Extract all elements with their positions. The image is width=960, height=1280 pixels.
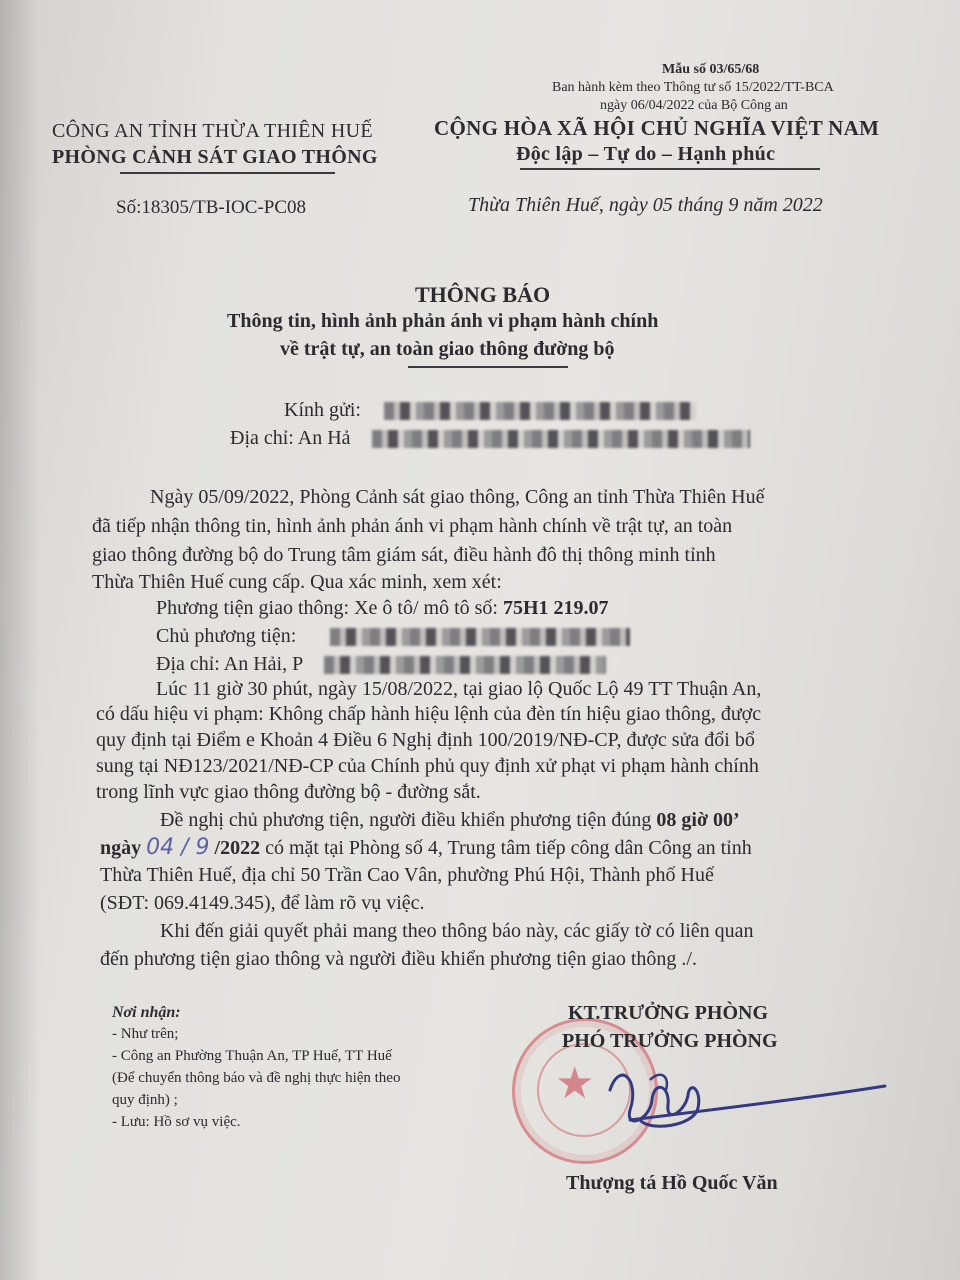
redacted-recipient-address: [372, 430, 750, 448]
p3-line1-text: Đề nghị chủ phương tiện, người điều khiển phương tiện đúng: [160, 809, 657, 831]
p2-line2: có dấu hiệu vi phạm: Không chấp hành hiệu lệnh của đèn tín hiệu giao thông, được: [96, 703, 762, 725]
motto: Độc lập – Tự do – Hạnh phúc: [516, 143, 776, 165]
recipient-item-1: - Như trên;: [112, 1026, 179, 1042]
recipient-address-label: Địa chỉ: An Hả: [230, 427, 351, 449]
handwritten-date: 04 / 9: [146, 835, 210, 860]
p1-line1: Ngày 05/09/2022, Phòng Cảnh sát giao thông, Công an tỉnh Thừa Thiên Huế: [150, 486, 765, 508]
agency-unit: PHÒNG CẢNH SÁT GIAO THÔNG: [52, 146, 378, 168]
p2-line3: quy định tại Điểm e Khoản 4 Điều 6 Nghị định 100/2019/NĐ-CP, được sửa đổi bổ: [96, 729, 755, 751]
signature-title-2: PHÓ TRƯỞNG PHÒNG: [562, 1030, 778, 1052]
handwritten-signature: [590, 1050, 890, 1160]
recipient-item-3: (Để chuyển thông báo và đề nghị thực hiện theo: [112, 1070, 401, 1086]
p3-line1: [160, 806, 740, 835]
signer-name: Thượng tá Hồ Quốc Văn: [566, 1172, 778, 1194]
form-issue-line2: ngày 06/04/2022 của Bộ Công an: [600, 98, 788, 113]
redacted-recipient-name: [384, 402, 696, 420]
vehicle-plate: 75H1 219.07: [502, 597, 609, 619]
agency-underline: [120, 172, 335, 174]
recipient-item-2: - Công an Phường Thuận An, TP Huế, TT Huế: [112, 1048, 392, 1064]
seal-star-icon: ★: [555, 1059, 595, 1108]
vehicle-line: [156, 594, 609, 623]
signature-title-1: KT.TRƯỞNG PHÒNG: [568, 1002, 768, 1024]
recipient-item-4: quy định) ;: [112, 1092, 178, 1108]
page-edge-shadow: [0, 0, 40, 1280]
p1-line4: Thừa Thiên Huế cung cấp. Qua xác minh, xem xét:: [92, 571, 502, 593]
agency-parent: CÔNG AN TỈNH THỪA THIÊN HUẾ: [52, 120, 373, 142]
doc-subtitle-2: về trật tự, an toàn giao thông đường bộ: [280, 338, 615, 360]
appointment-year: /2022: [209, 837, 261, 859]
title-underline: [408, 366, 568, 368]
vehicle-label: Phương tiện giao thông: Xe ô tô/ mô tô số:: [156, 597, 503, 619]
p1-line3: giao thông đường bộ do Trung tâm giám sát, điều hành đô thị thông minh tỉnh: [92, 544, 716, 566]
p3-line3: Thừa Thiên Huế, địa chỉ 50 Trần Cao Vân, phường Phú Hội, Thành phố Huế: [100, 864, 714, 886]
recipient-item-5: - Lưu: Hồ sơ vụ việc.: [112, 1114, 241, 1130]
p3-line2-text: có mặt tại Phòng số 4, Trung tâm tiếp công dân Công an tỉnh: [260, 837, 752, 859]
p3-line2: [100, 833, 752, 863]
doc-subtitle-1: Thông tin, hình ảnh phản ánh vi phạm hành chính: [227, 310, 659, 332]
owner-label: Chủ phương tiện:: [156, 625, 297, 647]
appointment-time: 08 giờ 00’: [656, 809, 740, 831]
recipients-label: Nơi nhận:: [112, 1004, 181, 1021]
motto-underline: [520, 168, 820, 170]
doc-title: THÔNG BÁO: [415, 282, 551, 307]
p2-line5: trong lĩnh vực giao thông đường bộ - đường sắt.: [96, 781, 481, 803]
p4-line2: đến phương tiện giao thông và người điều khiển phương tiện giao thông ./.: [100, 948, 697, 970]
document-number: Số:18305/TB-IOC-PC08: [116, 197, 307, 218]
p2-line1: Lúc 11 giờ 30 phút, ngày 15/08/2022, tại giao lộ Quốc Lộ 49 TT Thuận An,: [156, 678, 762, 700]
p3-line4: (SĐT: 069.4149.345), để làm rõ vụ việc.: [100, 892, 425, 914]
redacted-owner-name: [330, 628, 630, 646]
form-issue-line1: Ban hành kèm theo Thông tư số 15/2022/TT-BCA: [552, 80, 834, 95]
form-number: Mẫu số 03/65/68: [662, 62, 760, 77]
p1-line2: đã tiếp nhận thông tin, hình ảnh phản ánh vi phạm hành chính về trật tự, an toàn: [92, 515, 733, 537]
recipient-to-label: Kính gửi:: [284, 399, 361, 421]
date-label: ngày: [100, 837, 147, 859]
redacted-owner-address: [324, 656, 606, 674]
p2-line4: sung tại NĐ123/2021/NĐ-CP của Chính phủ quy định xử phạt vi phạm hành chính: [96, 755, 759, 777]
place-date: Thừa Thiên Huế, ngày 05 tháng 9 năm 2022: [468, 194, 823, 216]
p4-line1: Khi đến giải quyết phải mang theo thông báo này, các giấy tờ có liên quan: [160, 920, 754, 942]
country-name: CỘNG HÒA XÃ HỘI CHỦ NGHĨA VIỆT NAM: [434, 116, 880, 140]
owner-address-label: Địa chỉ: An Hải, P: [156, 653, 304, 675]
